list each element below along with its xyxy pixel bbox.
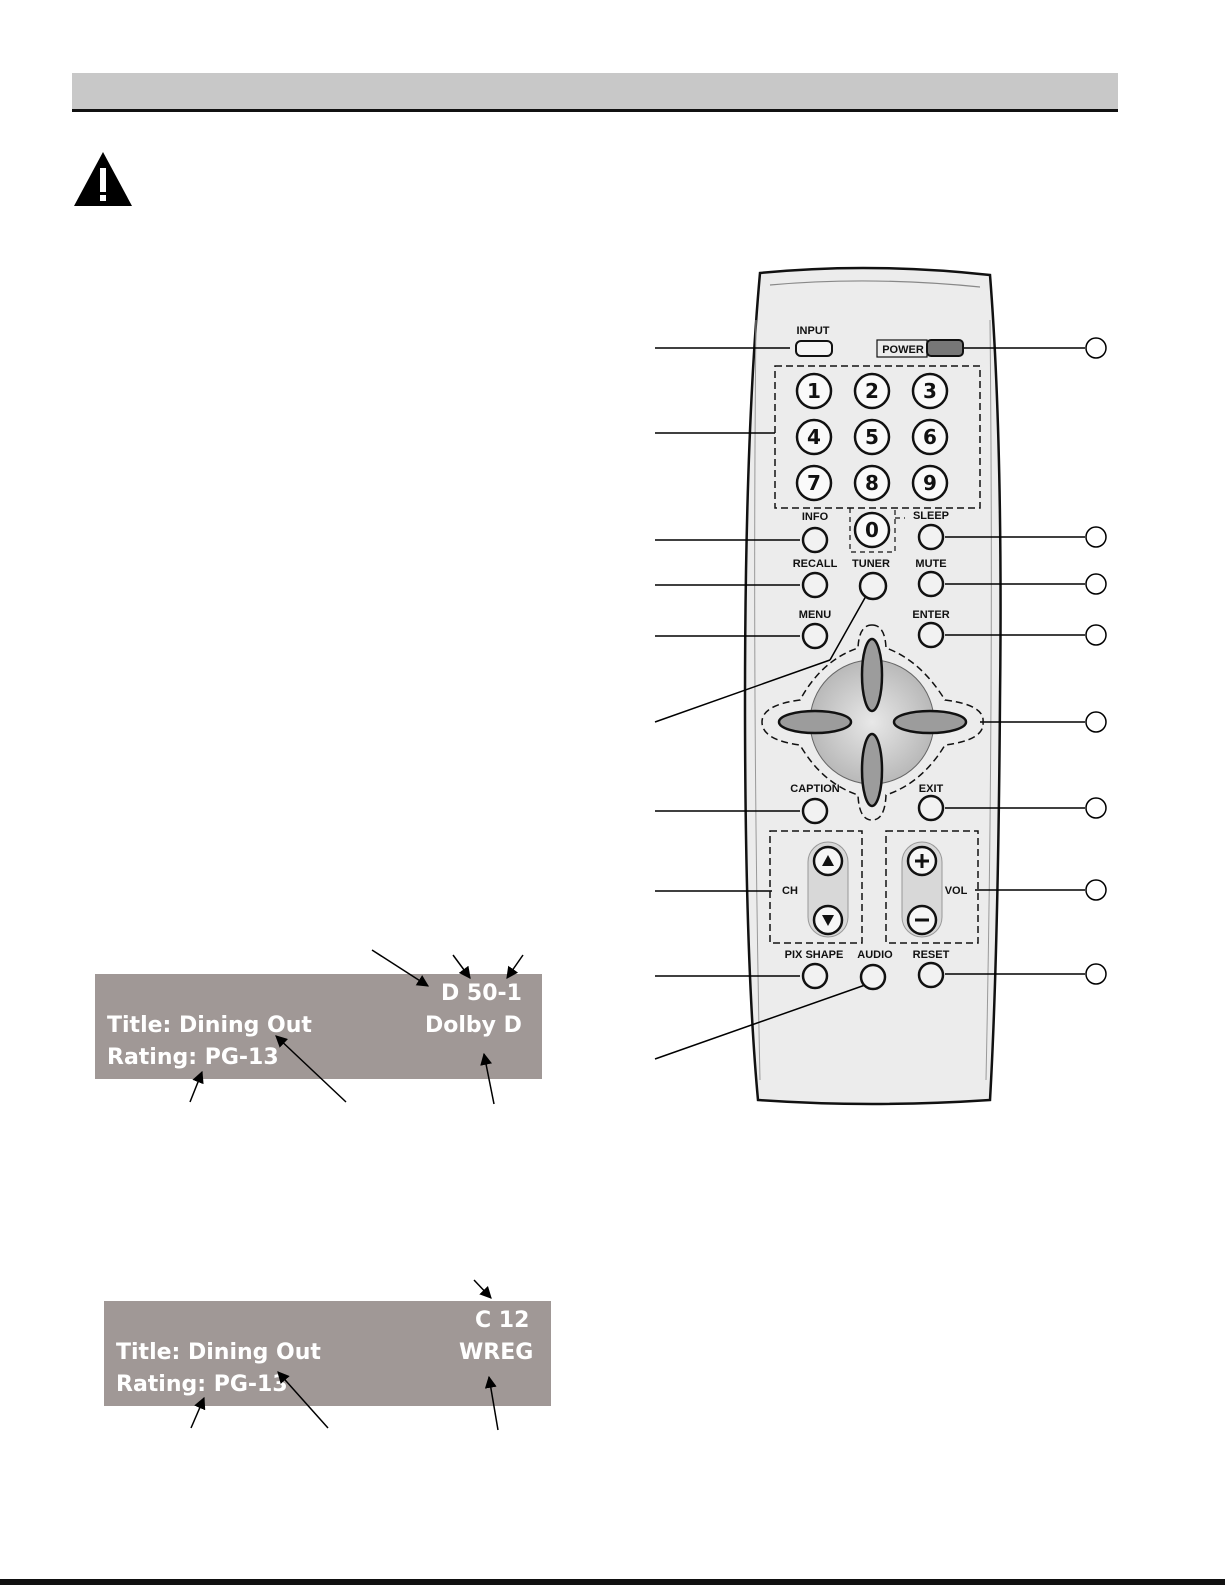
sleep-label: SLEEP [912, 510, 950, 522]
osd-rating: Rating: PG-13 [107, 1045, 279, 1070]
exit-label: EXIT [918, 783, 944, 795]
reset-label: RESET [912, 949, 950, 961]
tuner-button[interactable] [860, 573, 886, 599]
digit-7-label: 7 [807, 471, 821, 495]
digit-3-label: 3 [923, 379, 937, 403]
caption-label: CAPTION [790, 783, 840, 795]
osd-analog-callouts [191, 1280, 498, 1430]
osd-program-title: Title: Dining Out [116, 1340, 321, 1365]
digit-6-label: 6 [923, 425, 937, 449]
caption-button[interactable] [803, 799, 827, 823]
osd-channel-number: D 50-1 [441, 981, 522, 1006]
dpad-right-button[interactable] [894, 711, 966, 733]
power-label: POWER [882, 344, 924, 356]
pix-shape-label: PIX SHAPE [784, 949, 844, 961]
dpad-left-button[interactable] [779, 711, 851, 733]
audio-button[interactable] [861, 965, 885, 989]
digit-4-label: 4 [807, 425, 821, 449]
dpad-down-button[interactable] [862, 734, 882, 806]
osd-digital-callouts [190, 950, 523, 1104]
sleep-button[interactable] [919, 525, 943, 549]
osd-rating: Rating: PG-13 [116, 1372, 288, 1397]
pix-shape-button[interactable] [803, 964, 827, 988]
digit-0-label: 0 [865, 518, 879, 542]
digit-5-label: 5 [865, 425, 879, 449]
mute-label: MUTE [915, 558, 947, 570]
mute-button[interactable] [919, 572, 943, 596]
vol-label: VOL [944, 885, 968, 897]
exit-button[interactable] [919, 796, 943, 820]
osd-audio-format: Dolby D [425, 1013, 522, 1038]
menu-label: MENU [798, 609, 832, 621]
osd-channel-number: C 12 [475, 1308, 530, 1333]
recall-label: RECALL [792, 558, 838, 570]
menu-button[interactable] [803, 624, 827, 648]
digit-2-label: 2 [865, 379, 879, 403]
dpad-up-button[interactable] [862, 639, 882, 711]
ch-label: CH [782, 885, 798, 897]
info-button[interactable] [803, 528, 827, 552]
digit-1-label: 1 [807, 379, 821, 403]
enter-label: ENTER [912, 609, 950, 621]
input-button[interactable] [796, 341, 832, 356]
bottom-rule [0, 1579, 1225, 1585]
audio-label: AUDIO [857, 949, 893, 961]
osd-program-title: Title: Dining Out [107, 1013, 312, 1038]
digit-8-label: 8 [865, 471, 879, 495]
info-label: INFO [801, 511, 829, 523]
digit-9-label: 9 [923, 471, 937, 495]
input-label: INPUT [796, 325, 830, 337]
reset-button[interactable] [919, 963, 943, 987]
recall-button[interactable] [803, 573, 827, 597]
enter-button[interactable] [919, 623, 943, 647]
osd-station-name: WREG [459, 1340, 534, 1365]
tuner-label: TUNER [852, 558, 890, 570]
power-button[interactable] [927, 340, 963, 356]
